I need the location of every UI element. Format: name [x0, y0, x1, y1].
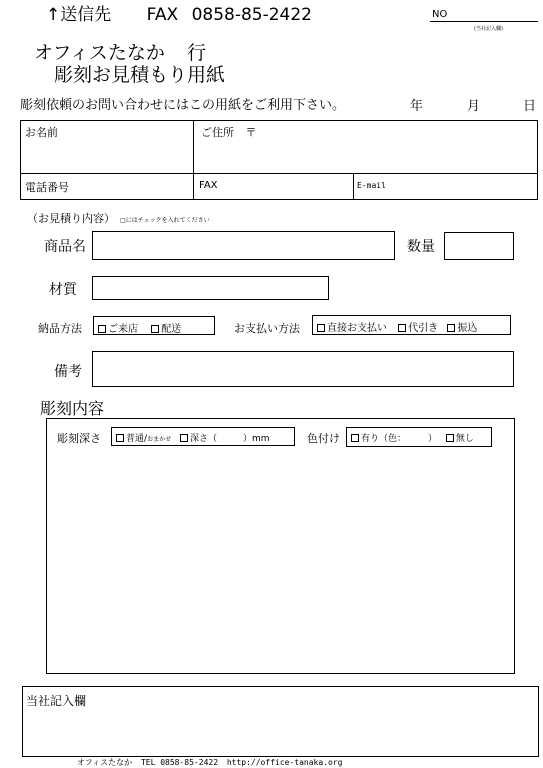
remarks-input[interactable] — [92, 351, 514, 387]
quantity-label: 数量 — [407, 239, 435, 255]
color-yes-close: ） — [428, 434, 438, 444]
depth-normal-label: 普通 — [126, 434, 145, 444]
fax-header — [46, 0, 312, 25]
checkbox-note — [120, 217, 210, 224]
delivery-options — [93, 316, 215, 335]
depth-custom-checkbox[interactable] — [180, 434, 188, 442]
addressee-mark: 行 — [186, 42, 206, 64]
direct-checkbox[interactable] — [317, 324, 325, 332]
product-label: 商品名 — [44, 239, 86, 255]
delivery-ship-option[interactable] — [151, 324, 181, 335]
color-no-option[interactable] — [446, 434, 474, 444]
direct-label: 直接お支払い — [327, 323, 387, 334]
fax-field-label: FAX — [199, 180, 218, 191]
email-label: E-mail — [357, 181, 386, 190]
name-label: お名前 — [25, 126, 58, 139]
payment-label: お支払い方法 — [234, 322, 300, 335]
date-day: 日 — [523, 99, 537, 114]
fax-number: 0858-85-2422 — [191, 5, 312, 25]
transfer-checkbox[interactable] — [447, 324, 455, 332]
contact-hline — [21, 173, 537, 174]
ship-label: 配送 — [161, 324, 182, 335]
color-yes-option[interactable] — [351, 434, 437, 444]
payment-direct-option[interactable] — [317, 323, 387, 334]
delivery-visit-option[interactable] — [98, 324, 138, 335]
visit-label: ご来店 — [108, 324, 138, 335]
contact-vline-email — [353, 173, 354, 199]
no-note: (当社記入欄) — [474, 26, 503, 32]
color-yes-checkbox[interactable] — [351, 434, 359, 442]
footer — [77, 757, 342, 768]
color-no-label: 無し — [455, 434, 474, 444]
no-field[interactable] — [430, 21, 538, 22]
postal-mark: 〒 — [245, 126, 257, 139]
address-label-text: ご住所 — [201, 126, 234, 139]
color-label: 色付け — [307, 432, 340, 445]
date-month: 月 — [467, 99, 481, 114]
delivery-label: 納品方法 — [38, 322, 82, 335]
date-year: 年 — [410, 99, 424, 114]
office-use-box — [22, 686, 539, 757]
intro-text: 彫刻依頼のお問い合わせにはこの用紙をご利用下さい。 — [20, 98, 346, 113]
footer-tel: TEL 0858-85-2422 — [140, 758, 219, 767]
color-options — [346, 427, 492, 447]
engraving-area[interactable] — [46, 418, 515, 674]
product-input[interactable] — [92, 231, 395, 260]
contact-table — [20, 120, 538, 200]
transfer-label: 振込 — [457, 323, 478, 334]
phone-label: 電話番号 — [25, 181, 69, 194]
office-use-label: 当社記入欄 — [26, 694, 87, 708]
company-name: オフィスたなか — [34, 42, 165, 64]
cod-checkbox[interactable] — [398, 324, 406, 332]
checkbox-note-text: □にはチェックを入れてください — [120, 217, 210, 224]
quantity-input[interactable] — [444, 232, 514, 260]
material-label: 材質 — [49, 282, 77, 298]
address-label — [201, 124, 257, 140]
estimate-heading-text: （お見積り内容） — [27, 212, 115, 225]
name-field[interactable] — [22, 139, 192, 172]
no-label: NO — [432, 9, 448, 20]
depth-normal-checkbox[interactable] — [116, 434, 124, 442]
footer-url[interactable]: http://office-tanaka.org — [226, 758, 343, 767]
estimate-heading — [27, 207, 210, 226]
payment-options — [312, 315, 511, 335]
depth-label: 彫刻深さ — [57, 432, 101, 445]
contact-vline — [193, 121, 194, 199]
fax-label: FAX — [146, 5, 179, 25]
footer-company: オフィスたなか — [77, 758, 133, 767]
depth-omakase-label: おまかせ — [147, 436, 172, 443]
engraving-heading: 彫刻内容 — [40, 399, 105, 418]
cod-label: 代引き — [408, 323, 439, 334]
depth-options — [111, 427, 295, 446]
visit-checkbox[interactable] — [98, 325, 106, 333]
payment-cod-option[interactable] — [398, 323, 438, 334]
depth-normal-option[interactable] — [116, 434, 171, 444]
form-title: 彫刻お見積もり用紙 — [54, 64, 226, 86]
depth-slash: / — [144, 434, 148, 444]
color-no-checkbox[interactable] — [446, 434, 454, 442]
depth-custom-option[interactable] — [180, 434, 270, 444]
color-yes-label: 有り（色： — [361, 434, 407, 444]
send-to-label: 送信先 — [60, 5, 112, 25]
ship-checkbox[interactable] — [151, 325, 159, 333]
material-input[interactable] — [92, 276, 329, 300]
depth-unit-label: ）mm — [242, 434, 270, 444]
address-field[interactable] — [195, 139, 535, 172]
remarks-label: 備考 — [54, 364, 82, 380]
depth-custom-label: 深さ（ — [189, 434, 217, 444]
arrow-up-icon: ↑ — [46, 5, 61, 25]
payment-transfer-option[interactable] — [447, 323, 477, 334]
